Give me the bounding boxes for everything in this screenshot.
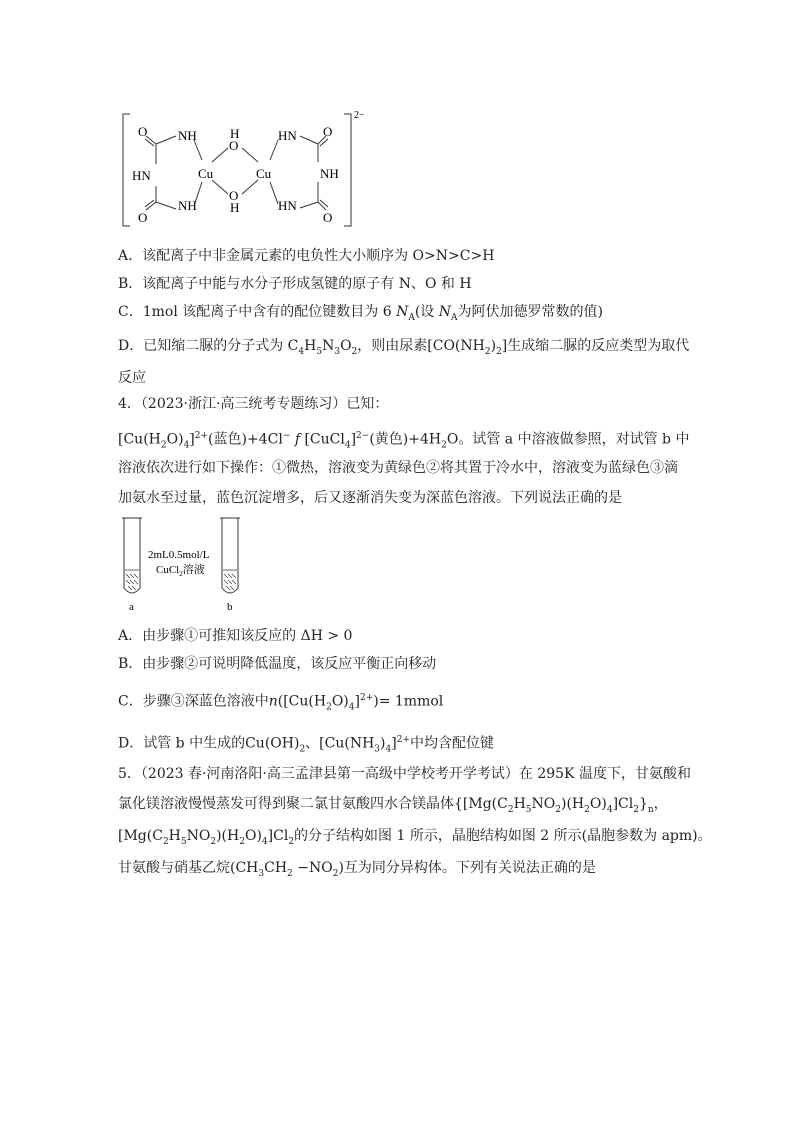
q4-plus-cl: +4Cl <box>246 431 283 448</box>
q3-c-na-sub-2: A <box>450 312 458 323</box>
q4-option-a <box>118 626 352 646</box>
q3-c-na: N <box>396 304 409 320</box>
q5-line3: $[Mg(C_2H_5NO_2)(H_2O)_4]Cl_2$的分子结构如图 1 所示，晶胞结构如图 2 所示(晶胞参数为 apm)。 <box>118 828 712 847</box>
q4-line3: 加氨水至过量，蓝色沉淀增多，后又逐渐消失变为深蓝色溶液。下列说法正确的是 <box>118 490 622 506</box>
q3-c-na-2: N <box>438 304 451 320</box>
q5-line2: 氯化镁溶液慢慢蒸发可得到聚二氯甘氨酸四水合镁晶体$\{[Mg(C_2H_5NO_2)(H_2O)_4]Cl_2\}_n$， <box>118 796 668 815</box>
atom-o-top-right: O <box>323 124 333 139</box>
q3-option-c <box>118 302 603 328</box>
q4-equation: $[Cu(H_2O)_4]^{2+}$(蓝色)+4Cl− f [CuCl$_4$]$^{2-}$(黄色)$+4H_2O$。试管 a 中溶液做参照，对试管 b 中 <box>118 431 690 451</box>
q3-option-d: D．已知缩二脲的分子式为 $C_4H_5N_3O_2$，则由尿素$[CO(NH_2)_2]$生成缩二脲的反应类型为取代 <box>118 338 690 357</box>
q5-l4-text-post: 互为同分异构体。下列有关说法正确的是 <box>343 860 596 876</box>
charge-label: 2− <box>354 110 365 121</box>
q3-d-text-post: 生成缩二脲的反应类型为取代 <box>507 338 690 354</box>
atom-nh-left-bottom: NH <box>178 198 197 213</box>
q3-option-b: B．该配离子中能与水分子形成氢键的原子有 N、O 和 H <box>118 276 472 292</box>
atom-cu-right: Cu <box>256 166 272 181</box>
q4-equation-tail: 。试管 a 中溶液做参照，对试管 b 中 <box>458 431 690 448</box>
atom-o-bridge-top: O <box>229 138 239 153</box>
atom-o-top-left: O <box>138 124 148 139</box>
copper-complex-structure-figure <box>118 98 378 233</box>
atom-nh-right: NH <box>320 166 339 181</box>
atom-h-bottom: H <box>230 200 240 215</box>
fig-label-cucl2: CuCl$_2$溶液 <box>156 564 205 578</box>
q4-header: 4．（2023·浙江·高三统考专题练习）已知： <box>118 396 389 412</box>
fig-label-cucl-text: CuCl <box>156 564 180 576</box>
q4-equilibrium-symbol: f <box>294 431 300 448</box>
q4-line2: 溶液依次进行如下操作：①微热，溶液变为黄绿色②将其置于冷水中，溶液变为蓝绿色③滴 <box>118 460 678 476</box>
tube-a-label: a <box>129 601 134 613</box>
q4-c-text-pre: C．步骤③深蓝色溶液中 <box>118 693 269 710</box>
q4-plus-h2o: +4H <box>408 431 442 448</box>
atom-o-bottom-right: O <box>323 210 333 225</box>
atom-hn-right-bottom: HN <box>278 198 297 213</box>
atom-cu-left: Cu <box>198 166 214 181</box>
q5-l2-text: 氯化镁溶液慢慢蒸发可得到聚二氯甘氨酸四水合镁晶体 <box>118 796 454 812</box>
q3-option-a: A．该配离子中非金属元素的电负性大小顺序为 O>N>C>H <box>118 248 495 264</box>
q3-c-text-pre: C．1mol 该配离子中含有的配位键数目为 6 <box>118 304 392 320</box>
q3-c-na-sub: A <box>408 312 415 323</box>
q3-c-mid: (设 <box>414 304 435 320</box>
q4-d-text-pre: D．试管 b 中生成的 <box>118 735 246 752</box>
q3-d-text-mid: ，则由尿素 <box>357 338 428 354</box>
q5-line1: 5．（2023 春·河南洛阳·高三孟津县第一高级中学校考开学考试）在 295K 温度下，甘氨酸和 <box>118 766 691 782</box>
atom-hn-left: HN <box>132 168 151 183</box>
q4-d-text-post: 中均含配位键 <box>409 735 494 752</box>
atom-hn-right-top: HN <box>278 128 297 143</box>
q5-l3-text: 的分子结构如图 1 所示，晶胞结构如图 2 所示(晶胞参数为 apm)。 <box>294 828 712 844</box>
q4-a-text: A．由步骤①可推知该反应的 <box>118 628 297 644</box>
q3-c-text-post: 为阿伏加德罗常数的值) <box>457 304 603 320</box>
q3-option-d-continued: 反应 <box>118 370 146 386</box>
q5-line4: 甘氨酸与硝基乙烷$(CH_3CH_2 -NO_2)$互为同分异构体。下列有关说法正确的是 <box>118 860 596 879</box>
q4-option-c: C．步骤③深蓝色溶液中$n([Cu(H_2O)_4]^{2+})=$ 1mmol <box>118 693 444 713</box>
q4-yellow-label: (黄色) <box>369 431 409 448</box>
q3-d-text-pre: D．已知缩二脲的分子式为 C <box>118 338 299 354</box>
q4-a-math: ΔH > 0 <box>300 628 353 644</box>
atom-o-bottom-left: O <box>138 210 148 225</box>
tube-b-label: b <box>227 601 233 613</box>
q4-option-b: B．由步骤②可说明降低温度，该反应平衡正向移动 <box>118 656 437 672</box>
fig-label-volume: 2mL0.5mol/L <box>148 549 210 561</box>
atom-o-bridge-bottom: O <box>229 188 239 203</box>
q5-l4-text-pre: 甘氨酸与硝基乙烷 <box>118 860 230 876</box>
atom-nh-left-top: NH <box>178 128 197 143</box>
test-tubes-figure <box>118 514 248 614</box>
fig-label-solution: 溶液 <box>182 564 205 576</box>
atom-h-top: H <box>230 126 240 141</box>
q4-blue-label: (蓝色) <box>208 431 247 448</box>
q4-option-d: D．试管 b 中生成的$Cu(OH)_2$、$[Cu(NH_3)_4]^{2+}$中均含配位键 <box>118 735 494 755</box>
q4-c-text-post: = 1mmol <box>378 693 444 710</box>
